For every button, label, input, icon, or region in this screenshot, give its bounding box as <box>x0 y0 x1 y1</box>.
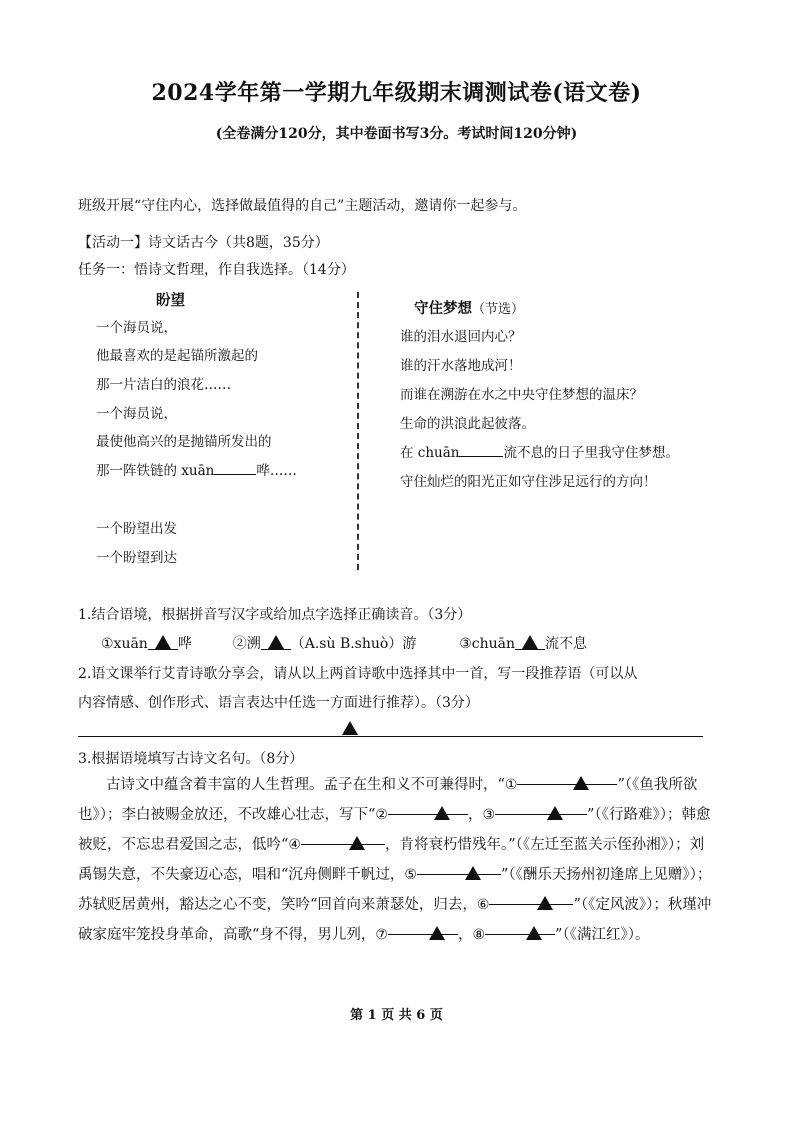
poem-right-line: 谁的泪水退回内心？ <box>400 329 522 345</box>
passage-text: ”（《行路难》）；韩愈被贬，不忘忠君爱国之志，低吟“ <box>78 807 711 853</box>
poem-left-line: 他最喜欢的是起锚所激起的 <box>96 348 258 364</box>
answer-blank[interactable] <box>148 635 178 650</box>
q1-item3-label: ③chuān <box>459 636 516 652</box>
task-heading: 任务一：悟诗文哲理，作自我选择。（14分） <box>78 262 355 278</box>
poem-right-line-after: 流不息的日子里我守住梦想。 <box>503 445 679 461</box>
passage-text: ”（《酬乐天扬州初逢席上见赠》）；苏轼贬居黄州，豁达之心不变，笑吟“回首向来萧瑟处，归去， <box>78 867 712 913</box>
triangle-icon <box>349 836 365 850</box>
poem-left-line: 一个海员说， <box>96 320 177 336</box>
exam-info: (全卷满分120分，其中卷面书写3分。考试时间120分钟) <box>215 126 578 142</box>
passage-text: ，肯将衰朽惜残年。”（《左迁至蓝关示侄孙湘》）；刘禹锡失意，不失豪迈心态，唱和“沉舟侧畔千帆过， <box>78 837 705 883</box>
q1-item1-after: 哗 <box>177 636 192 652</box>
intro-text: 班级开展“守住内心，选择做最值得的自己”主题活动，邀请你一起参与。 <box>78 198 527 214</box>
answer-blank[interactable] <box>261 635 291 650</box>
q1-items <box>101 633 587 653</box>
poem-left-line: 一个海员说， <box>96 406 177 422</box>
passage-text: ”（《满江红》）。 <box>555 927 650 943</box>
answer-blank-6[interactable] <box>489 890 573 905</box>
poem-left-line: 一个盼望出发 <box>96 521 177 537</box>
answer-blank[interactable] <box>459 442 503 457</box>
triangle-icon <box>547 806 563 820</box>
blank-marker: ③ <box>482 807 496 823</box>
triangle-icon <box>526 926 542 940</box>
question-3-passage <box>78 770 718 950</box>
poem-right-line: 而谁在溯游在水之中央守住梦想的温床？ <box>400 387 643 403</box>
page-number: 第 1 页 共 6 页 <box>350 1008 443 1023</box>
poem-right-line: 谁的汗水落地成河！ <box>400 358 522 374</box>
column-divider <box>357 292 359 570</box>
blank-marker: ⑦ <box>375 927 388 943</box>
answer-blank-8[interactable] <box>485 920 555 935</box>
poem-left-line: 那一片洁白的浪花…… <box>96 377 231 393</box>
passage-text: ， <box>467 807 483 823</box>
triangle-icon <box>429 926 445 940</box>
answer-blank[interactable] <box>214 460 256 475</box>
poem-left-line: 一个盼望到达 <box>96 550 177 566</box>
poem-right-title: 守住梦想 <box>414 300 472 317</box>
answer-blank[interactable] <box>515 635 545 650</box>
page-title: 2024学年第一学期九年级期末调测试卷(语文卷) <box>151 80 642 106</box>
triangle-icon <box>537 896 553 910</box>
blank-marker: ⑤ <box>404 867 417 883</box>
poem-right-line-blank <box>400 441 679 461</box>
triangle-icon <box>465 866 481 880</box>
activity-heading: 【活动一】诗文话古今（共8题，35分） <box>78 235 329 251</box>
poem-right-title-note: （节选） <box>472 302 525 317</box>
answer-blank-5[interactable] <box>417 860 501 875</box>
poem-right-line-before: 在 chuān <box>400 445 460 461</box>
triangle-icon <box>342 721 358 735</box>
question-3: 3.根据语境填写古诗文名句。（8分） <box>78 751 304 767</box>
poem-left-line-after: 哗…… <box>256 463 297 479</box>
poem-right-heading <box>414 297 524 318</box>
triangle-icon <box>155 635 171 649</box>
question-1: 1.结合语境，根据拼音写汉字或给加点字选择正确读音。（3分） <box>78 607 472 623</box>
poem-left-title: 盼望 <box>156 292 185 309</box>
blank-marker: ⑥ <box>476 897 490 913</box>
poem-right-line: 生命的洪浪此起彼落。 <box>400 416 535 432</box>
answer-blank-3[interactable] <box>495 800 587 815</box>
triangle-icon <box>268 635 284 649</box>
poem-left-line-before: 那一阵铁链的 xuān <box>96 463 215 479</box>
triangle-icon <box>434 806 450 820</box>
q1-item3-after: 流不息 <box>545 636 588 652</box>
triangle-icon <box>573 776 589 790</box>
passage-text: ”（《定风波》）；秋瑾冲破家庭牢笼投身革命，高歌“身不得，男儿列， <box>78 897 712 943</box>
q1-item1-label: ①xuān <box>101 636 148 652</box>
poem-left-line: 最使他高兴的是抛锚所发出的 <box>96 434 272 450</box>
poem-right-line: 守住灿烂的阳光正如守住涉足远行的方向！ <box>400 474 657 490</box>
poem-left-line-blank <box>96 459 297 479</box>
passage-text: ”（《鱼我所欲也》）；李白被赐金放还，不改雄心壮志，写下“ <box>78 777 698 823</box>
answer-blank-2[interactable] <box>388 800 468 815</box>
answer-blank-4[interactable] <box>301 830 385 845</box>
answer-blank-7[interactable] <box>388 920 458 935</box>
blank-marker: ① <box>504 777 518 793</box>
question-2-line2: 内容情感、创作形式、语言表达中任选一方面进行推荐）。（3分） <box>78 695 479 711</box>
answer-blank-1[interactable] <box>517 770 617 785</box>
passage-text: 古诗文中蕴含着丰富的人生哲理。孟子在生和义不可兼得时，“ <box>106 777 505 793</box>
triangle-icon <box>522 635 538 649</box>
blank-marker: ② <box>375 807 388 823</box>
blank-marker: ④ <box>288 837 301 853</box>
answer-line[interactable] <box>78 736 703 737</box>
passage-text: ， <box>457 927 473 943</box>
blank-marker: ⑧ <box>472 927 486 943</box>
q1-item2-after: （A.sù B.shuò）游 <box>290 636 417 652</box>
question-2-line1: 2.语文课举行艾青诗歌分享会，请从以上两首诗歌中选择其中一首，写一段推荐语（可以从 <box>78 666 638 682</box>
q1-item2-label: ②溯 <box>232 636 261 652</box>
